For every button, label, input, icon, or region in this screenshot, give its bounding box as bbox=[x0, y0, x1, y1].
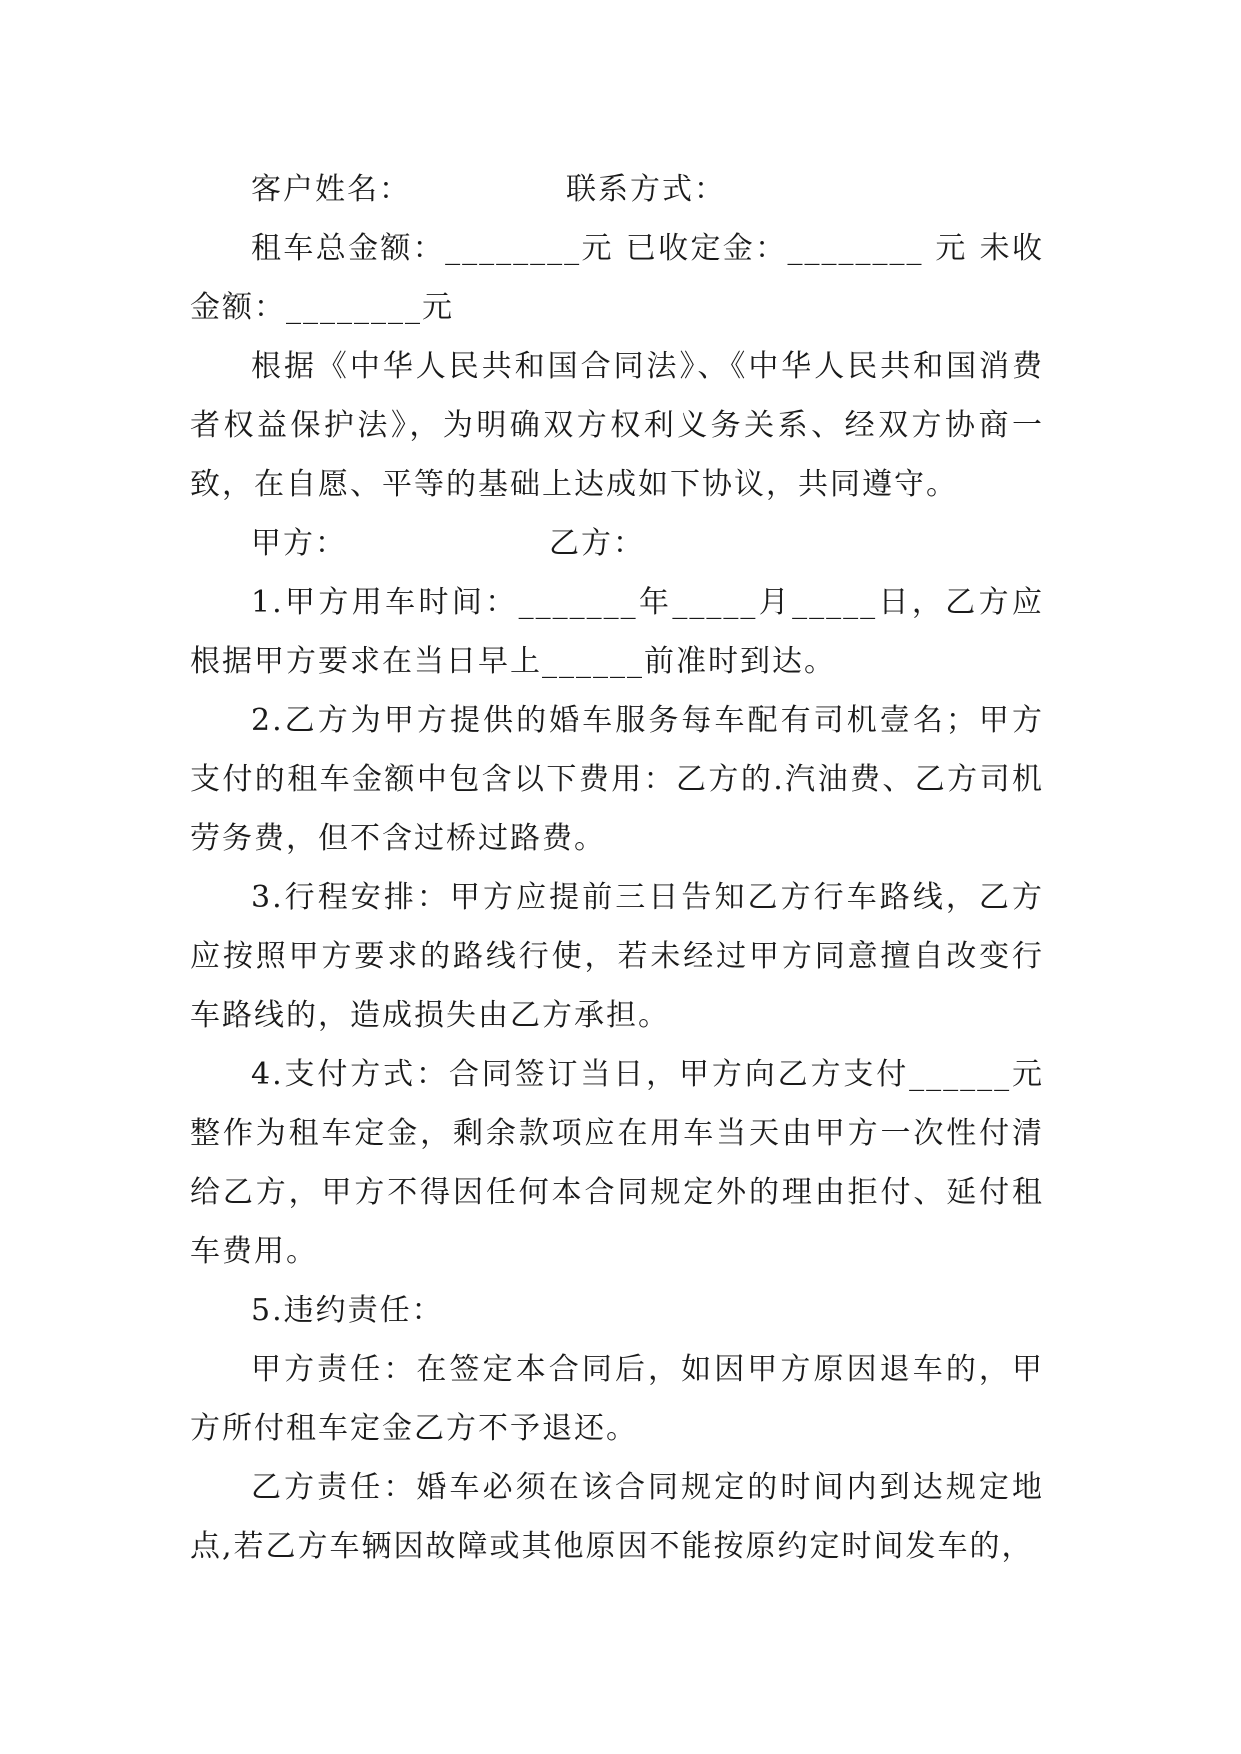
clause-4: 4.支付方式：合同签订当日，甲方向乙方支付______元整作为租车定金，剩余款项应在用车当天由甲方一次性付清给乙方，甲方不得因任何本合同规定外的理由拒付、延付租车费用。 bbox=[190, 1057, 1044, 1269]
contract-body bbox=[190, 160, 1044, 1576]
clause-2: 2.乙方为甲方提供的婚车服务每车配有司机壹名；甲方支付的租车金额中包含以下费用：乙方的.汽油费、乙方司机劳务费，但不含过桥过路费。 bbox=[190, 703, 1044, 856]
party-a-label: 甲方： bbox=[251, 526, 347, 561]
party-a-liability: 甲方责任：在签定本合同后，如因甲方原因退车的，甲方所付租车定金乙方不予退还。 bbox=[190, 1352, 1044, 1446]
preamble-paragraph: 根据《中华人民共和国合同法》、《中华人民共和国消费者权益保护法》，为明确双方权利义务关系、经双方协商一致，在自愿、平等的基础上达成如下协议，共同遵守。 bbox=[190, 349, 1044, 502]
clause-5: 5.违约责任： bbox=[251, 1293, 444, 1328]
customer-info-row bbox=[190, 160, 1044, 219]
clause-3: 3.行程安排：甲方应提前三日告知乙方行车路线，乙方应按照甲方要求的路线行使，若未经过甲方同意擅自改变行车路线的，造成损失由乙方承担。 bbox=[190, 880, 1044, 1033]
customer-name-label: 客户姓名： bbox=[251, 172, 411, 207]
party-b-label: 乙方： bbox=[549, 526, 645, 561]
contact-label: 联系方式： bbox=[566, 172, 726, 207]
clause-1: 1.甲方用车时间：_______年_____月_____日，乙方应根据甲方要求在当日早上______前准时到达。 bbox=[190, 585, 1044, 679]
parties-row bbox=[190, 514, 1044, 573]
party-b-liability: 乙方责任：婚车必须在该合同规定的时间内到达规定地点,若乙方车辆因故障或其他原因不能按原约定时间发车的， bbox=[190, 1470, 1044, 1564]
amount-line: 租车总金额：________元 已收定金：________ 元 未收金额：________元 bbox=[190, 231, 1044, 325]
